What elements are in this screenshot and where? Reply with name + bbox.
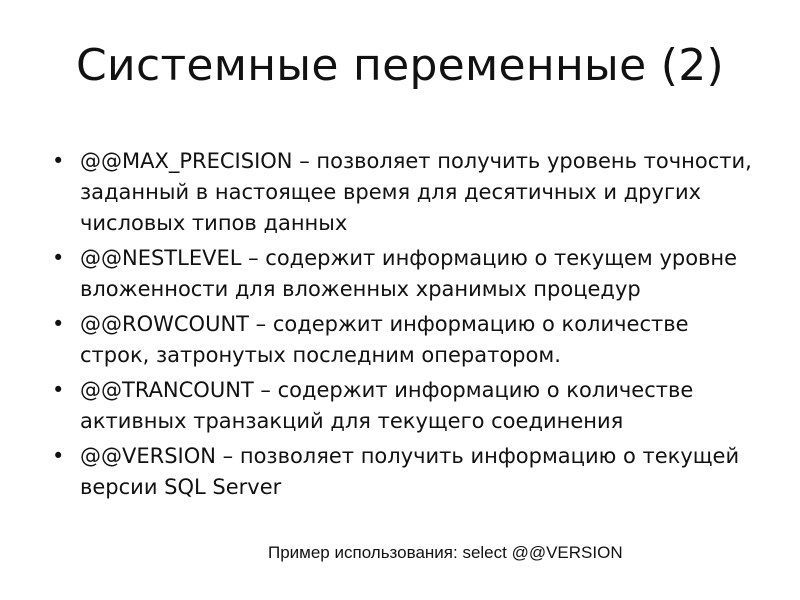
bullet-item-trancount xyxy=(52,375,752,437)
bullet-dot-icon: • xyxy=(52,444,65,468)
bullet-text: @@NESTLEVEL – содержит информацию о текущем уровне вложенности для вложенных хранимых процедур xyxy=(80,246,738,301)
bullet-text: @@MAX_PRECISION – позволяет получить уровень точности, заданный в настоящее время для десятичных и других числовых типов данных xyxy=(80,149,752,235)
bullet-item-rowcount xyxy=(52,309,752,371)
bullet-dot-icon: • xyxy=(52,149,65,173)
bullet-text: @@ROWCOUNT – содержит информацию о количестве строк, затронутых последним оператором. xyxy=(80,312,689,367)
example-note: Пример использования: select @@VERSION xyxy=(268,543,623,562)
bullet-dot-icon: • xyxy=(52,246,65,270)
bullet-dot-icon: • xyxy=(52,378,65,402)
bullet-dot-icon: • xyxy=(52,312,65,336)
bullet-text: @@TRANCOUNT – содержит информацию о количестве активных транзакций для текущего соединения xyxy=(80,378,694,433)
bullet-item-nestlevel xyxy=(52,243,752,305)
bullet-item-version xyxy=(52,441,752,503)
bullet-text: @@VERSION – позволяет получить информацию о текущей версии SQL Server xyxy=(80,444,740,499)
slide-title: Системные переменные (2) xyxy=(76,40,724,91)
bullet-item-max-precision xyxy=(52,146,752,239)
bullet-list xyxy=(52,146,752,507)
